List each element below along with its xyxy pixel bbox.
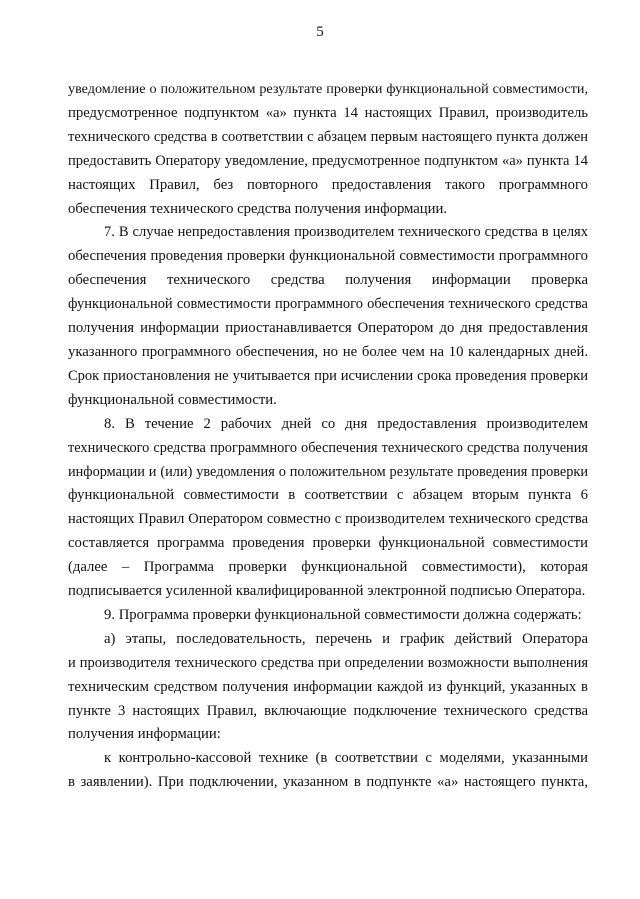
text-line: Срок приостановления не учитывается при исчислении срока проведения проверки (68, 367, 588, 384)
text-line: а) этапы, последовательность, перечень и график действий Оператора (104, 630, 588, 647)
text-line: функциональной совместимости. (68, 391, 277, 408)
text-line: обеспечения технического средства получения информации. (68, 200, 448, 217)
text-line: пункте 3 настоящих Правил, включающие подключение технического средства (68, 702, 588, 719)
text-line: составляется программа проведения проверки функциональной совместимости (68, 535, 588, 552)
text-line: получения информации приостанавливается Оператором до дня предоставления (68, 320, 588, 337)
text-line: информации и (или) уведомления о положительном результате проведения проверки (68, 463, 588, 480)
text-line: обеспечения технического средства получения информации проверка (68, 272, 588, 289)
text-line: 8. В течение 2 рабочих дней со дня предоставления производителем (104, 415, 588, 432)
text-line: уведомление о положительном результате проверки функциональной совместимости, (68, 81, 588, 97)
text-line: указанного программного обеспечения, но не более чем на 10 календарных дней. (68, 343, 588, 360)
text-line: предоставить Оператору уведомление, предусмотренное подпунктом «а» пункта 14 (68, 152, 588, 169)
text-line: технического средства программного обеспечения технического средства получения (68, 439, 588, 456)
text-line: технического средства в соответствии с абзацем первым настоящего пункта должен (68, 128, 588, 145)
text-line: к контрольно-кассовой технике (в соответствии с моделями, указанными (104, 750, 588, 767)
text-line: подписывается усиленной квалифицированной электронной подписью Оператора. (68, 583, 586, 600)
text-line: техническим средством получения информации каждой из функций, указанных в (68, 678, 588, 695)
text-line: в заявлении). При подключении, указанном в подпункте «а» настоящего пункта, (68, 774, 588, 791)
text-line: 9. Программа проверки функциональной совместимости должна содержать: (104, 606, 582, 623)
text-line: 7. В случае непредоставления производителем технического средства в целях (104, 224, 588, 241)
text-line: получения информации: (68, 726, 221, 743)
document-body (68, 78, 588, 795)
text-line: и производителя технического средства при определении возможности выполнения (68, 654, 588, 671)
text-line: обеспечения проведения проверки функциональной совместимости программного (68, 248, 588, 265)
page-number: 5 (316, 24, 324, 40)
text-line: предусмотренное подпунктом «а» пункта 14 настоящих Правил, производитель (68, 104, 588, 121)
text-line: настоящих Правил, без повторного предоставления такого программного (68, 176, 588, 193)
text-line: настоящих Правил Оператором совместно с производителем технического средства (68, 511, 588, 528)
text-line: функциональной совместимости программного обеспечения технического средства (68, 296, 588, 313)
text-line: функциональной совместимости в соответствии с абзацем вторым пункта 6 (68, 487, 588, 504)
text-line: (далее – Программа проверки функциональной совместимости), которая (68, 559, 588, 576)
